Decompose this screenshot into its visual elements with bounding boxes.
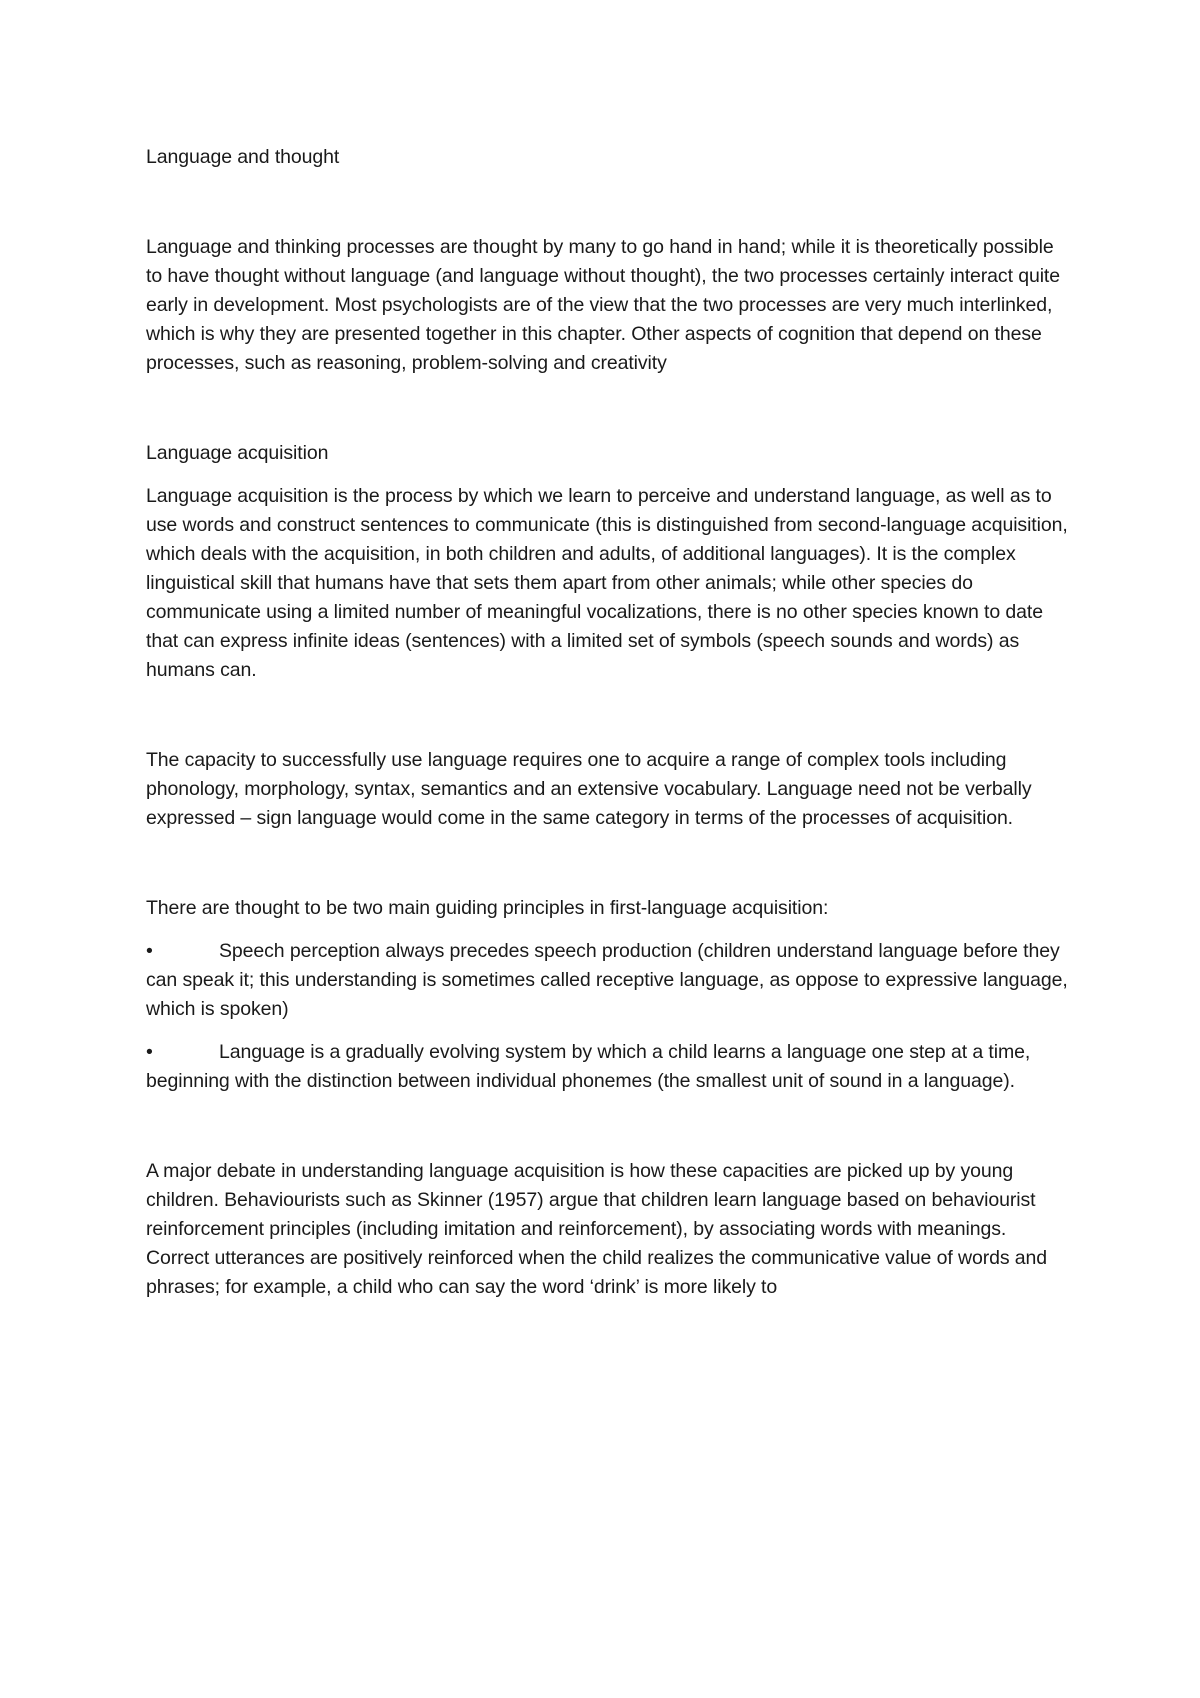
section-heading: Language acquisition — [146, 442, 329, 464]
debate-paragraph: A major debate in understanding language acquisition is how these capacities are picked up by young children. Behaviourists such as Skinner (1957) argue that children learn language based on behaviourist reinforcement principles (including imitation and reinforcement), by associating words with meanings. Correct utterances are positively reinforced when the child realizes the communicative value of words and phrases; for example, a child who can say the word ‘drink’ is more likely to — [146, 1160, 1048, 1298]
principles-list — [146, 937, 1071, 1096]
acquisition-paragraph: Language acquisition is the process by which we learn to perceive and understand language, as well as to use words and construct sentences to communicate (this is distinguished from second-language acquisition, which deals with the acquisition, in both children and adults, of additional languages). It is the complex linguistical skill that humans have that sets them apart from other animals; while other species do communicate using a limited number of meaningful vocalizations, there is no other species known to date that can express infinite ideas (sentences) with a limited set of symbols (speech sounds and words) as humans can. — [146, 485, 1068, 681]
intro-paragraph: Language and thinking processes are thought by many to go hand in hand; while it is theoretically possible to have thought without language (and language without thought), the two processes certainly interact quite early in development. Most psychologists are of the view that the two processes are very much interlinked, which is why they are presented together in this chapter. Other aspects of cognition that depend on these processes, such as reasoning, problem-solving and creativity — [146, 236, 1060, 374]
bullet-icon: • — [146, 1041, 153, 1063]
capacity-paragraph: The capacity to successfully use language requires one to acquire a range of complex tools including phonology, morphology, syntax, semantics and an extensive vocabulary. Language need not be verbally expressed – sign language would come in the same category in terms of the processes of acquisition. — [146, 749, 1032, 829]
document-body — [146, 143, 1071, 1302]
list-item-text: Speech perception always precedes speech production (children understand language before they can speak it; this understanding is sometimes called receptive language, as oppose to expressive language, which is spoken) — [146, 940, 1068, 1020]
list-item — [146, 937, 1071, 1024]
principles-intro-paragraph: There are thought to be two main guiding principles in first-language acquisition: — [146, 897, 829, 919]
list-item — [146, 1038, 1071, 1096]
list-item-text: Language is a gradually evolving system by which a child learns a language one step at a time, beginning with the distinction between individual phonemes (the smallest unit of sound in a language). — [146, 1041, 1031, 1092]
bullet-icon: • — [146, 940, 153, 962]
document-title: Language and thought — [146, 146, 340, 168]
